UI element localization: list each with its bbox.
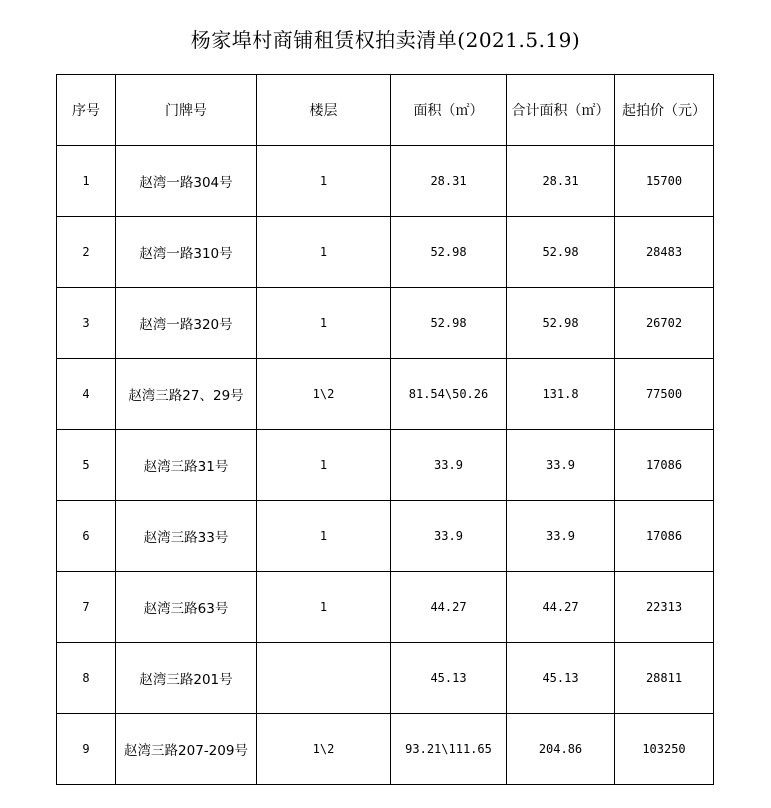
table-header-row <box>57 75 714 146</box>
cell-floor: 1\2 <box>257 359 391 430</box>
cell-start-price: 15700 <box>615 146 714 217</box>
auction-list-table <box>56 74 714 785</box>
cell-area: 52.98 <box>391 288 507 359</box>
cell-area: 33.9 <box>391 501 507 572</box>
table-row <box>57 288 714 359</box>
cell-total-area: 52.98 <box>507 288 615 359</box>
cell-total-area: 33.9 <box>507 430 615 501</box>
cell-total-area: 44.27 <box>507 572 615 643</box>
cell-total-area: 33.9 <box>507 501 615 572</box>
cell-total-area: 28.31 <box>507 146 615 217</box>
cell-address: 赵湾三路31号 <box>116 430 257 501</box>
cell-no: 5 <box>57 430 116 501</box>
cell-area: 33.9 <box>391 430 507 501</box>
cell-address: 赵湾三路33号 <box>116 501 257 572</box>
cell-address: 赵湾三路63号 <box>116 572 257 643</box>
header-no: 序号 <box>57 75 116 146</box>
table-row <box>57 643 714 714</box>
cell-start-price: 28811 <box>615 643 714 714</box>
cell-no: 1 <box>57 146 116 217</box>
cell-address: 赵湾三路27、29号 <box>116 359 257 430</box>
cell-area: 44.27 <box>391 572 507 643</box>
cell-start-price: 103250 <box>615 714 714 785</box>
cell-start-price: 17086 <box>615 501 714 572</box>
cell-start-price: 17086 <box>615 430 714 501</box>
cell-start-price: 26702 <box>615 288 714 359</box>
document-title: 杨家埠村商铺租赁权拍卖清单(2021.5.19) <box>190 28 581 52</box>
cell-no: 9 <box>57 714 116 785</box>
cell-area: 81.54\50.26 <box>391 359 507 430</box>
cell-start-price: 22313 <box>615 572 714 643</box>
cell-area: 28.31 <box>391 146 507 217</box>
cell-floor: 1 <box>257 572 391 643</box>
cell-floor: 1 <box>257 430 391 501</box>
table-row <box>57 430 714 501</box>
cell-address: 赵湾三路207-209号 <box>116 714 257 785</box>
cell-floor: 1 <box>257 288 391 359</box>
header-area: 面积（㎡） <box>391 75 507 146</box>
cell-total-area: 131.8 <box>507 359 615 430</box>
header-start-price: 起拍价（元） <box>615 75 714 146</box>
table-row <box>57 501 714 572</box>
cell-total-area: 52.98 <box>507 217 615 288</box>
cell-no: 7 <box>57 572 116 643</box>
cell-area: 45.13 <box>391 643 507 714</box>
cell-no: 4 <box>57 359 116 430</box>
cell-floor: 1 <box>257 217 391 288</box>
table-row <box>57 146 714 217</box>
table-row <box>57 714 714 785</box>
cell-area: 52.98 <box>391 217 507 288</box>
cell-total-area: 204.86 <box>507 714 615 785</box>
header-floor: 楼层 <box>257 75 391 146</box>
cell-floor: 1\2 <box>257 714 391 785</box>
cell-area: 93.21\111.65 <box>391 714 507 785</box>
cell-address: 赵湾三路201号 <box>116 643 257 714</box>
cell-no: 2 <box>57 217 116 288</box>
cell-no: 6 <box>57 501 116 572</box>
cell-address: 赵湾一路310号 <box>116 217 257 288</box>
table-row <box>57 572 714 643</box>
table-row <box>57 359 714 430</box>
cell-start-price: 28483 <box>615 217 714 288</box>
header-address: 门牌号 <box>116 75 257 146</box>
cell-no: 8 <box>57 643 116 714</box>
header-total-area: 合计面积（㎡） <box>507 75 615 146</box>
table-row <box>57 217 714 288</box>
cell-start-price: 77500 <box>615 359 714 430</box>
cell-total-area: 45.13 <box>507 643 615 714</box>
cell-floor <box>257 643 391 714</box>
cell-no: 3 <box>57 288 116 359</box>
cell-floor: 1 <box>257 146 391 217</box>
cell-floor: 1 <box>257 501 391 572</box>
cell-address: 赵湾一路304号 <box>116 146 257 217</box>
cell-address: 赵湾一路320号 <box>116 288 257 359</box>
